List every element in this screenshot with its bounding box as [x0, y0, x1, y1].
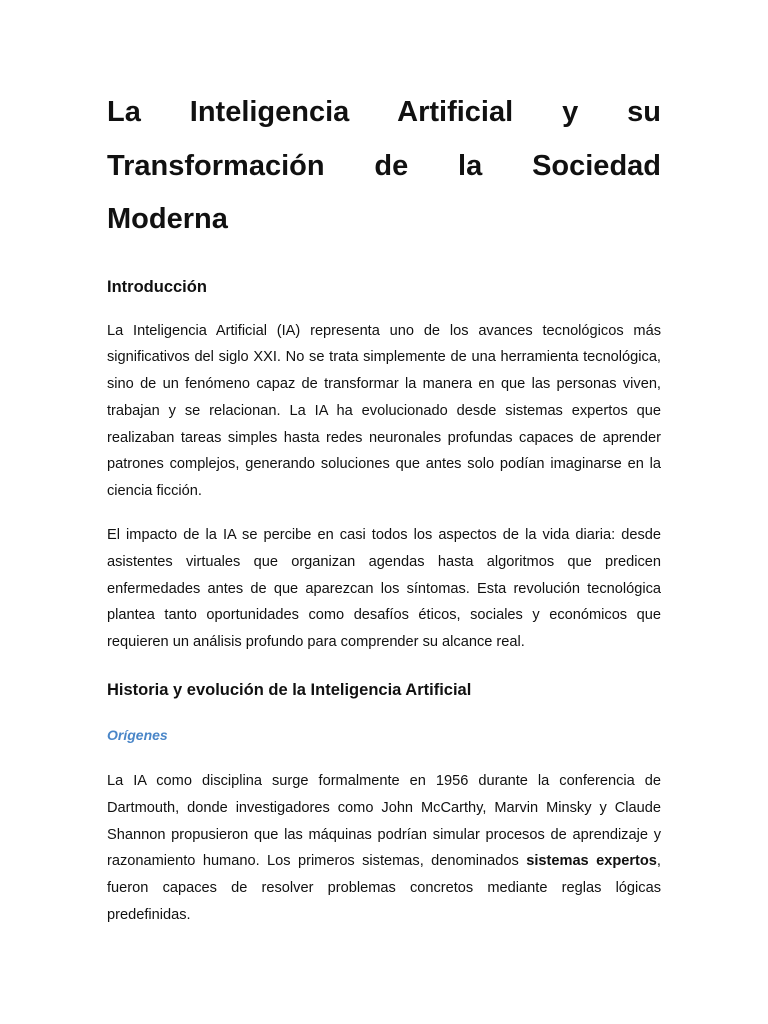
- paragraph-text: , fueron capaces de resolver problemas concretos mediante reglas lógicas predefinidas.: [107, 853, 661, 924]
- document-title: La Inteligencia Artificial y su Transformación de la Sociedad Moderna: [107, 96, 661, 235]
- paragraph-text: La IA como disciplina surge formalmente en 1956 durante la conferencia de Dartmouth, donde investigadores como John McCarthy, Marvin Minsky y Claude Shannon propusieron que las máquinas podrían simular procesos de aprendizaje y razonamiento humano. Los primeros sistemas, denominados: [107, 773, 661, 870]
- bold-term-sistemas-expertos: sistemas expertos: [526, 853, 657, 870]
- section-heading-introduccion: Introducción: [107, 277, 207, 296]
- section-heading-historia: Historia y evolución de la Inteligencia Artificial: [107, 681, 472, 700]
- document-page: [107, 86, 661, 929]
- paragraph-intro-1: La Inteligencia Artificial (IA) representa uno de los avances tecnológicos más significativos del siglo XXI. No se trata simplemente de una herramienta tecnológica, sino de un fenómeno capaz de transformar la manera en que las personas viven, trabajan y se relacionan. La IA ha evolucionado desde sistemas expertos que realizaban tareas simples hasta redes neuronales profundas capaces de aprender patrones complejos, generando soluciones que antes solo podían imaginarse en la ciencia ficción.: [107, 322, 661, 500]
- paragraph-intro-2: El impacto de la IA se percibe en casi todos los aspectos de la vida diaria: desde asistentes virtuales que organizan agendas hasta algoritmos que predicen enfermedades antes de que aparezcan los síntomas. Esta revolución tecnológica plantea tanto oportunidades como desafíos éticos, sociales y económicos que requieren un análisis profundo para comprender su alcance real.: [107, 527, 661, 651]
- subheading-origenes: Orígenes: [107, 727, 168, 744]
- paragraph-origenes-1: [107, 768, 661, 929]
